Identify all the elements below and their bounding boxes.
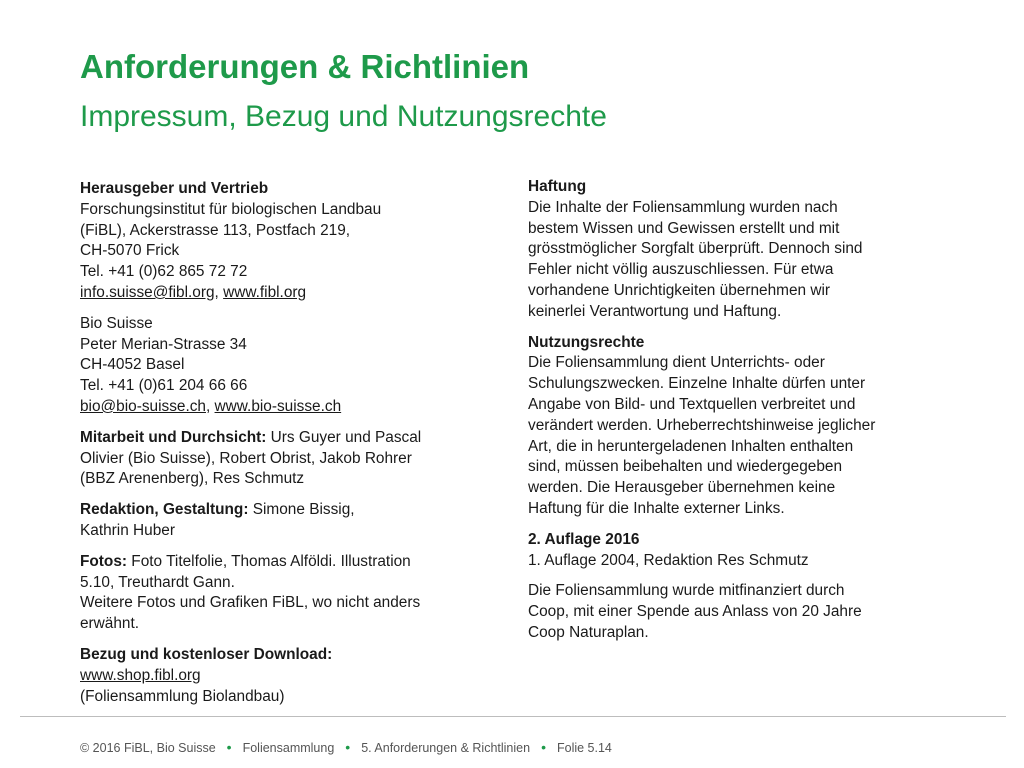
biosuisse-tel: Tel. +41 (0)61 204 66 66	[80, 377, 248, 395]
haftung-line: keinerlei Verantwortung und Haftung.	[528, 302, 782, 320]
haftung-line: grösstmöglicher Sorgfalt überprüft. Dennoch sind	[528, 240, 863, 258]
redaktion-line	[80, 500, 500, 521]
fotos-line	[80, 552, 500, 573]
publisher-heading: Herausgeber und Vertrieb	[80, 180, 269, 197]
footer-copyright: © 2016 FiBL, Bio Suisse	[80, 741, 216, 755]
nutzung-block	[528, 333, 988, 520]
biosuisse-name: Bio Suisse	[80, 314, 153, 332]
nutzung-line: sind, müssen beibehalten und wiedergegeben	[528, 458, 843, 476]
publisher-line: (FiBL), Ackerstrasse 113, Postfach 219,	[80, 221, 351, 239]
publisher-tel: Tel. +41 (0)62 865 72 72	[80, 263, 248, 281]
haftung-line: Fehler nicht völlig auszuschliessen. Für etwa	[528, 261, 834, 279]
bullet-separator: •	[541, 739, 546, 755]
footer-divider	[20, 716, 1006, 717]
auflage-heading: 2. Auflage 2016	[528, 530, 640, 548]
link-separator: ,	[205, 397, 215, 415]
right-column	[528, 177, 988, 654]
finanzierung-line: Coop, mit einer Spende aus Anlass von 20 Jahre	[528, 603, 862, 621]
nutzung-line: Haftung für die Inhalte externer Links.	[528, 499, 785, 517]
publisher-block	[80, 179, 500, 304]
publisher-email-link[interactable]: info.suisse@fibl.org	[80, 283, 215, 301]
bullet-separator: •	[226, 739, 232, 755]
nutzung-line: werden. Die Herausgeber übernehmen keine	[528, 479, 836, 497]
mitarbeit-line: Olivier (Bio Suisse), Robert Obrist, Jakob Rohrer	[80, 449, 412, 467]
haftung-heading: Haftung	[528, 178, 587, 195]
auflage-block	[528, 530, 988, 572]
redaktion-block	[80, 500, 500, 542]
auflage-line: 1. Auflage 2004, Redaktion Res Schmutz	[528, 551, 809, 569]
nutzung-line: Angabe von Bild- und Textquellen verbreitet und	[528, 395, 856, 413]
finanzierung-line: Coop Naturaplan.	[528, 623, 649, 641]
mitarbeit-label: Mitarbeit und Durchsicht:	[80, 428, 267, 446]
bullet-separator: •	[345, 739, 351, 755]
nutzung-heading: Nutzungsrechte	[528, 333, 645, 351]
shop-link[interactable]: www.shop.fibl.org	[80, 666, 201, 684]
bezug-line: (Foliensammlung Biolandbau)	[80, 687, 285, 705]
haftung-block	[528, 177, 988, 323]
fotos-block	[80, 552, 500, 635]
publisher-line: CH-5070 Frick	[80, 242, 180, 260]
bezug-label: Bezug und kostenloser Download:	[80, 645, 333, 663]
footer-chapter: 5. Anforderungen & Richtlinien	[361, 741, 531, 755]
fotos-line: Weitere Fotos und Grafiken FiBL, wo nicht anders	[80, 594, 421, 612]
bezug-link-line	[80, 666, 500, 687]
biosuisse-contact	[80, 397, 500, 418]
mitarbeit-line	[80, 428, 500, 449]
footer	[80, 739, 612, 755]
footer-collection: Foliensammlung	[242, 741, 335, 755]
mitarbeit-line: (BBZ Arenenberg), Res Schmutz	[80, 470, 305, 488]
finanzierung-block	[528, 581, 988, 643]
mitarbeit-text: Urs Guyer und Pascal	[266, 428, 422, 446]
fotos-text: Foto Titelfolie, Thomas Alföldi. Illustration	[127, 552, 411, 570]
link-separator: ,	[214, 283, 224, 301]
mitarbeit-block	[80, 428, 500, 490]
fotos-label: Fotos:	[80, 552, 128, 570]
biosuisse-street: Peter Merian-Strasse 34	[80, 335, 247, 353]
publisher-line: Forschungsinstitut für biologischen Landbau	[80, 200, 382, 218]
nutzung-line: Die Foliensammlung dient Unterrichts- oder	[528, 354, 825, 372]
fotos-line: erwähnt.	[80, 615, 140, 633]
footer-slide-number: Folie 5.14	[556, 741, 612, 755]
haftung-line: vorhandene Unrichtigkeiten übernehmen wir	[528, 281, 831, 299]
finanzierung-line: Die Foliensammlung wurde mitfinanziert durch	[528, 582, 845, 600]
left-column	[80, 179, 500, 717]
nutzung-line: Art, die in heruntergeladenen Inhalten enthalten	[528, 437, 854, 455]
fotos-line: 5.10, Treuthardt Gann.	[80, 573, 235, 591]
nutzung-line: verändert werden. Urheberrechtshinweise jeglicher	[528, 416, 876, 434]
bezug-block	[80, 645, 500, 707]
redaktion-label: Redaktion, Gestaltung:	[80, 501, 249, 519]
biosuisse-web-link[interactable]: www.bio-suisse.ch	[214, 397, 342, 415]
publisher-web-link[interactable]: www.fibl.org	[223, 283, 307, 301]
biosuisse-block	[80, 314, 500, 418]
haftung-line: Die Inhalte der Foliensammlung wurden nach	[528, 198, 838, 216]
slide-subtitle: Impressum, Bezug und Nutzungsrechte	[80, 100, 607, 133]
biosuisse-email-link[interactable]: bio@bio-suisse.ch	[80, 397, 206, 415]
nutzung-line: Schulungszwecken. Einzelne Inhalte dürfen unter	[528, 375, 866, 393]
redaktion-text: Simone Bissig,	[248, 501, 355, 519]
biosuisse-city: CH-4052 Basel	[80, 356, 185, 374]
redaktion-line: Kathrin Huber	[80, 521, 175, 539]
haftung-line: bestem Wissen und Gewissen erstellt und mit	[528, 219, 840, 237]
publisher-contact	[80, 283, 500, 304]
slide-title: Anforderungen & Richtlinien	[80, 48, 530, 85]
